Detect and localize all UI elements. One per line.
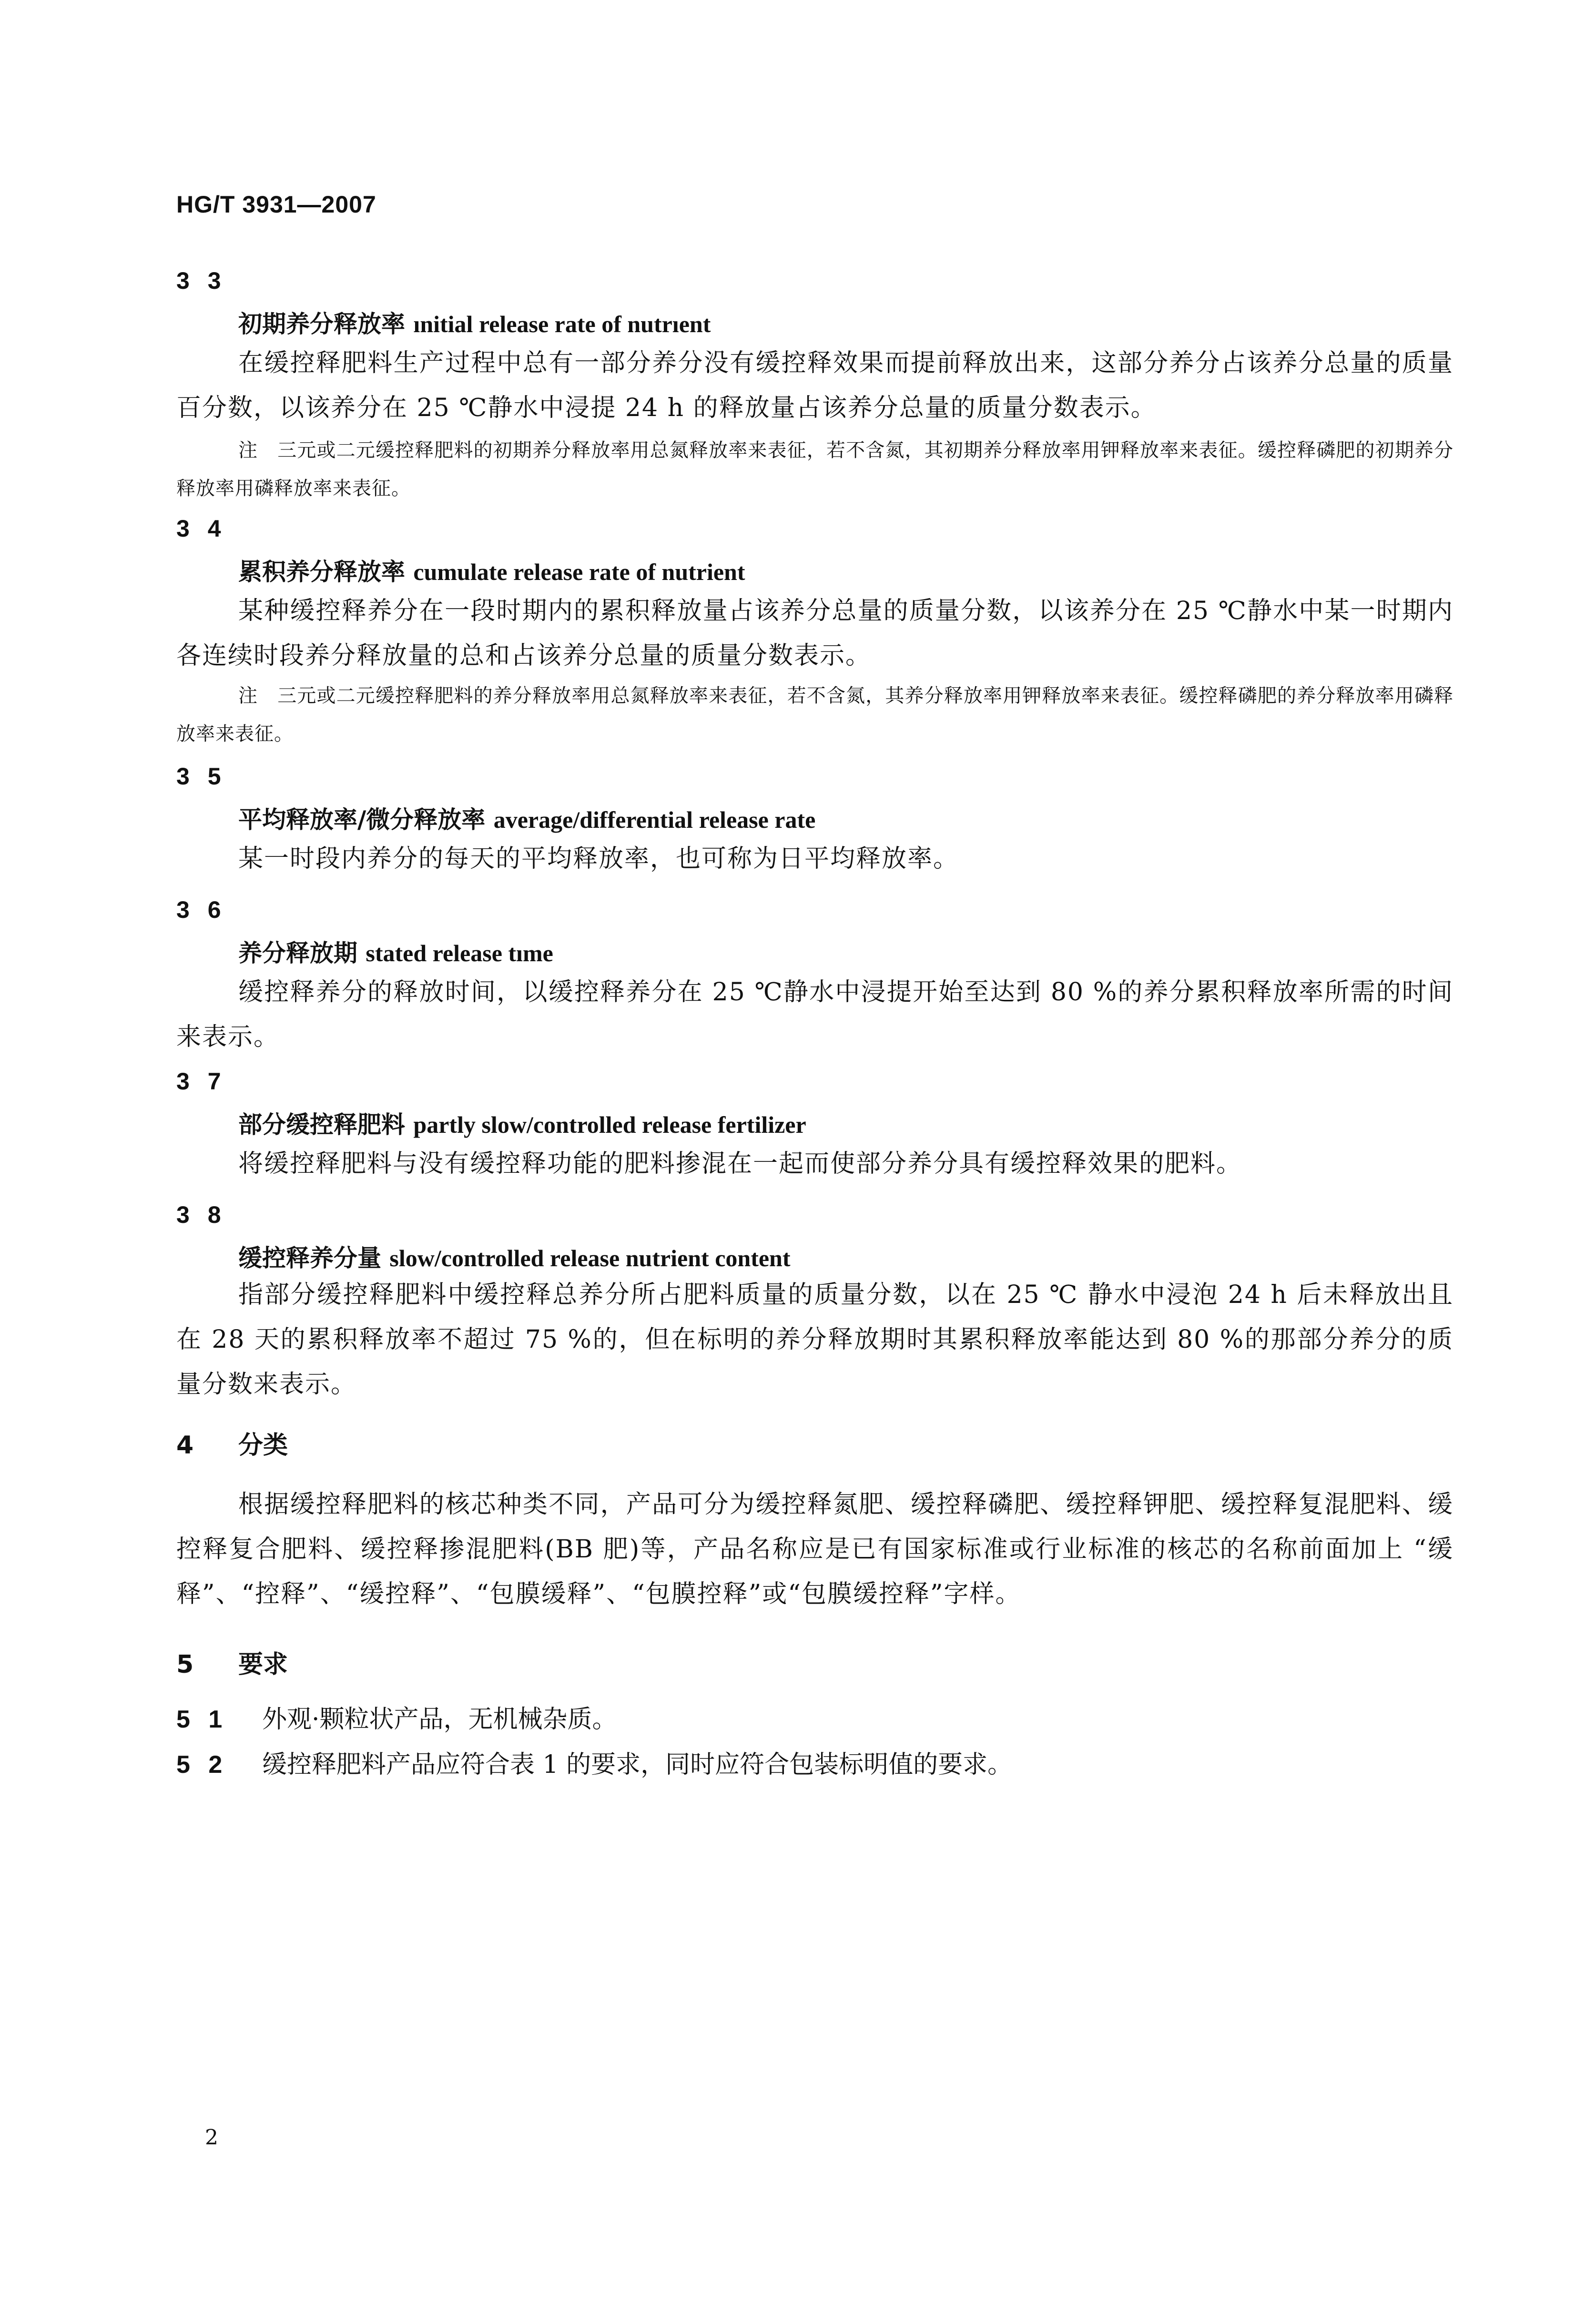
term-number: 3 3 — [176, 267, 227, 294]
term-note: 注 三元或二元缓控释肥料的初期养分释放率用总氮释放率来表征，若不含氮，其初期养分释放率用钾释放率来表征。缓控释磷肥的初期养分释放率用磷释放率来表征。 — [176, 439, 1454, 499]
term-note: 注 三元或二元缓控释肥料的养分释放率用总氮释放率来表征，若不含氮，其养分释放率用钾释放率来表征。缓控释磷肥的养分释放率用磷释放率来表征。 — [176, 685, 1454, 745]
term-definition: 在缓控释肥料生产过程中总有一部分养分没有缓控释效果而提前释放出来，这部分养分占该养分总量的质量百分数，以该养分在 25 ℃静水中浸提 24 h 的释放量占该养分总量的质量分数表示。 — [176, 349, 1454, 422]
term-number: 3 6 — [176, 896, 227, 923]
term-heading — [238, 934, 553, 968]
requirement-number: 5 1 — [176, 1706, 228, 1733]
requirement-item — [176, 1699, 617, 1735]
section-title: 要求 — [238, 1650, 288, 1679]
term-heading — [238, 801, 815, 835]
term-number: 3 4 — [176, 515, 227, 542]
term-en: average/differential release rate — [493, 806, 816, 833]
page-number: 2 — [205, 2125, 218, 2150]
term-en: stated release tıme — [366, 940, 553, 966]
term-heading — [238, 305, 711, 339]
section-heading — [176, 1644, 288, 1680]
requirement-text: 缓控释肥料产品应符合表 1 的要求，同时应符合包装标明值的要求。 — [262, 1750, 1013, 1779]
term-cn: 平均释放率/微分释放率 — [238, 806, 486, 834]
term-cn: 养分释放期 — [238, 939, 357, 967]
term-en: partly slow/controlled release fertilizer — [413, 1111, 806, 1138]
term-cn: 部分缓控释肥料 — [238, 1111, 405, 1139]
term-en: ınitial release rate of nutrıent — [413, 311, 711, 337]
term-number: 3 8 — [176, 1201, 227, 1228]
requirement-text: 外观·颗粒状产品，无机械杂质。 — [262, 1705, 617, 1734]
section-heading — [176, 1425, 288, 1461]
term-cn: 缓控释养分量 — [238, 1244, 381, 1272]
term-cn: 累积养分释放率 — [238, 558, 405, 586]
term-definition: 将缓控释肥料与没有缓控释功能的肥料掺混在一起而使部分养分具有缓控释效果的肥料。 — [238, 1149, 1242, 1178]
term-heading — [238, 553, 745, 587]
term-definition: 某一时段内养分的每天的平均释放率，也可称为日平均释放率。 — [238, 844, 959, 873]
term-en: slow/controlled release nutrient content — [389, 1245, 791, 1271]
term-en: cumulate release rate of nutrient — [413, 559, 745, 585]
section-number: 5 — [176, 1650, 194, 1679]
term-definition: 缓控释养分的释放时间，以缓控释养分在 25 ℃静水中浸提开始至达到 80 %的养分累积释放率所需的时间来表示。 — [176, 978, 1454, 1051]
term-heading — [238, 1239, 791, 1273]
section-title: 分类 — [238, 1431, 288, 1460]
section-body: 根据缓控释肥料的核芯种类不同，产品可分为缓控释氮肥、缓控释磷肥、缓控释钾肥、缓控释复混肥料、缓控释复合肥料、缓控释掺混肥料(BB 肥)等，产品名称应是已有国家标准或行业标准的核芯的名称前面加上 “缓释”、“控释”、“缓控释”、“包膜缓释”、“包膜控释”或“包膜缓控释”字样。 — [176, 1490, 1454, 1608]
requirement-number: 5 2 — [176, 1751, 228, 1779]
term-definition: 指部分缓控释肥料中缓控释总养分所占肥料质量的质量分数，以在 25 ℃ 静水中浸泡 24 h 后未释放出且在 28 天的累积释放率不超过 75 %的，但在标明的养分释放期时其累积释放率能达到 80 %的那部分养分的质量分数来表示。 — [176, 1281, 1454, 1399]
term-definition: 某种缓控释养分在一段时期内的累积释放量占该养分总量的质量分数，以该养分在 25 ℃静水中某一时期内各连续时段养分释放量的总和占该养分总量的质量分数表示。 — [176, 597, 1454, 670]
term-number: 3 5 — [176, 763, 227, 790]
standard-code: HG/T 3931—2007 — [176, 191, 376, 218]
term-cn: 初期养分释放率 — [238, 310, 405, 338]
term-heading — [238, 1106, 806, 1140]
requirement-item — [176, 1744, 1012, 1780]
term-number: 3 7 — [176, 1068, 227, 1095]
section-number: 4 — [176, 1431, 194, 1460]
